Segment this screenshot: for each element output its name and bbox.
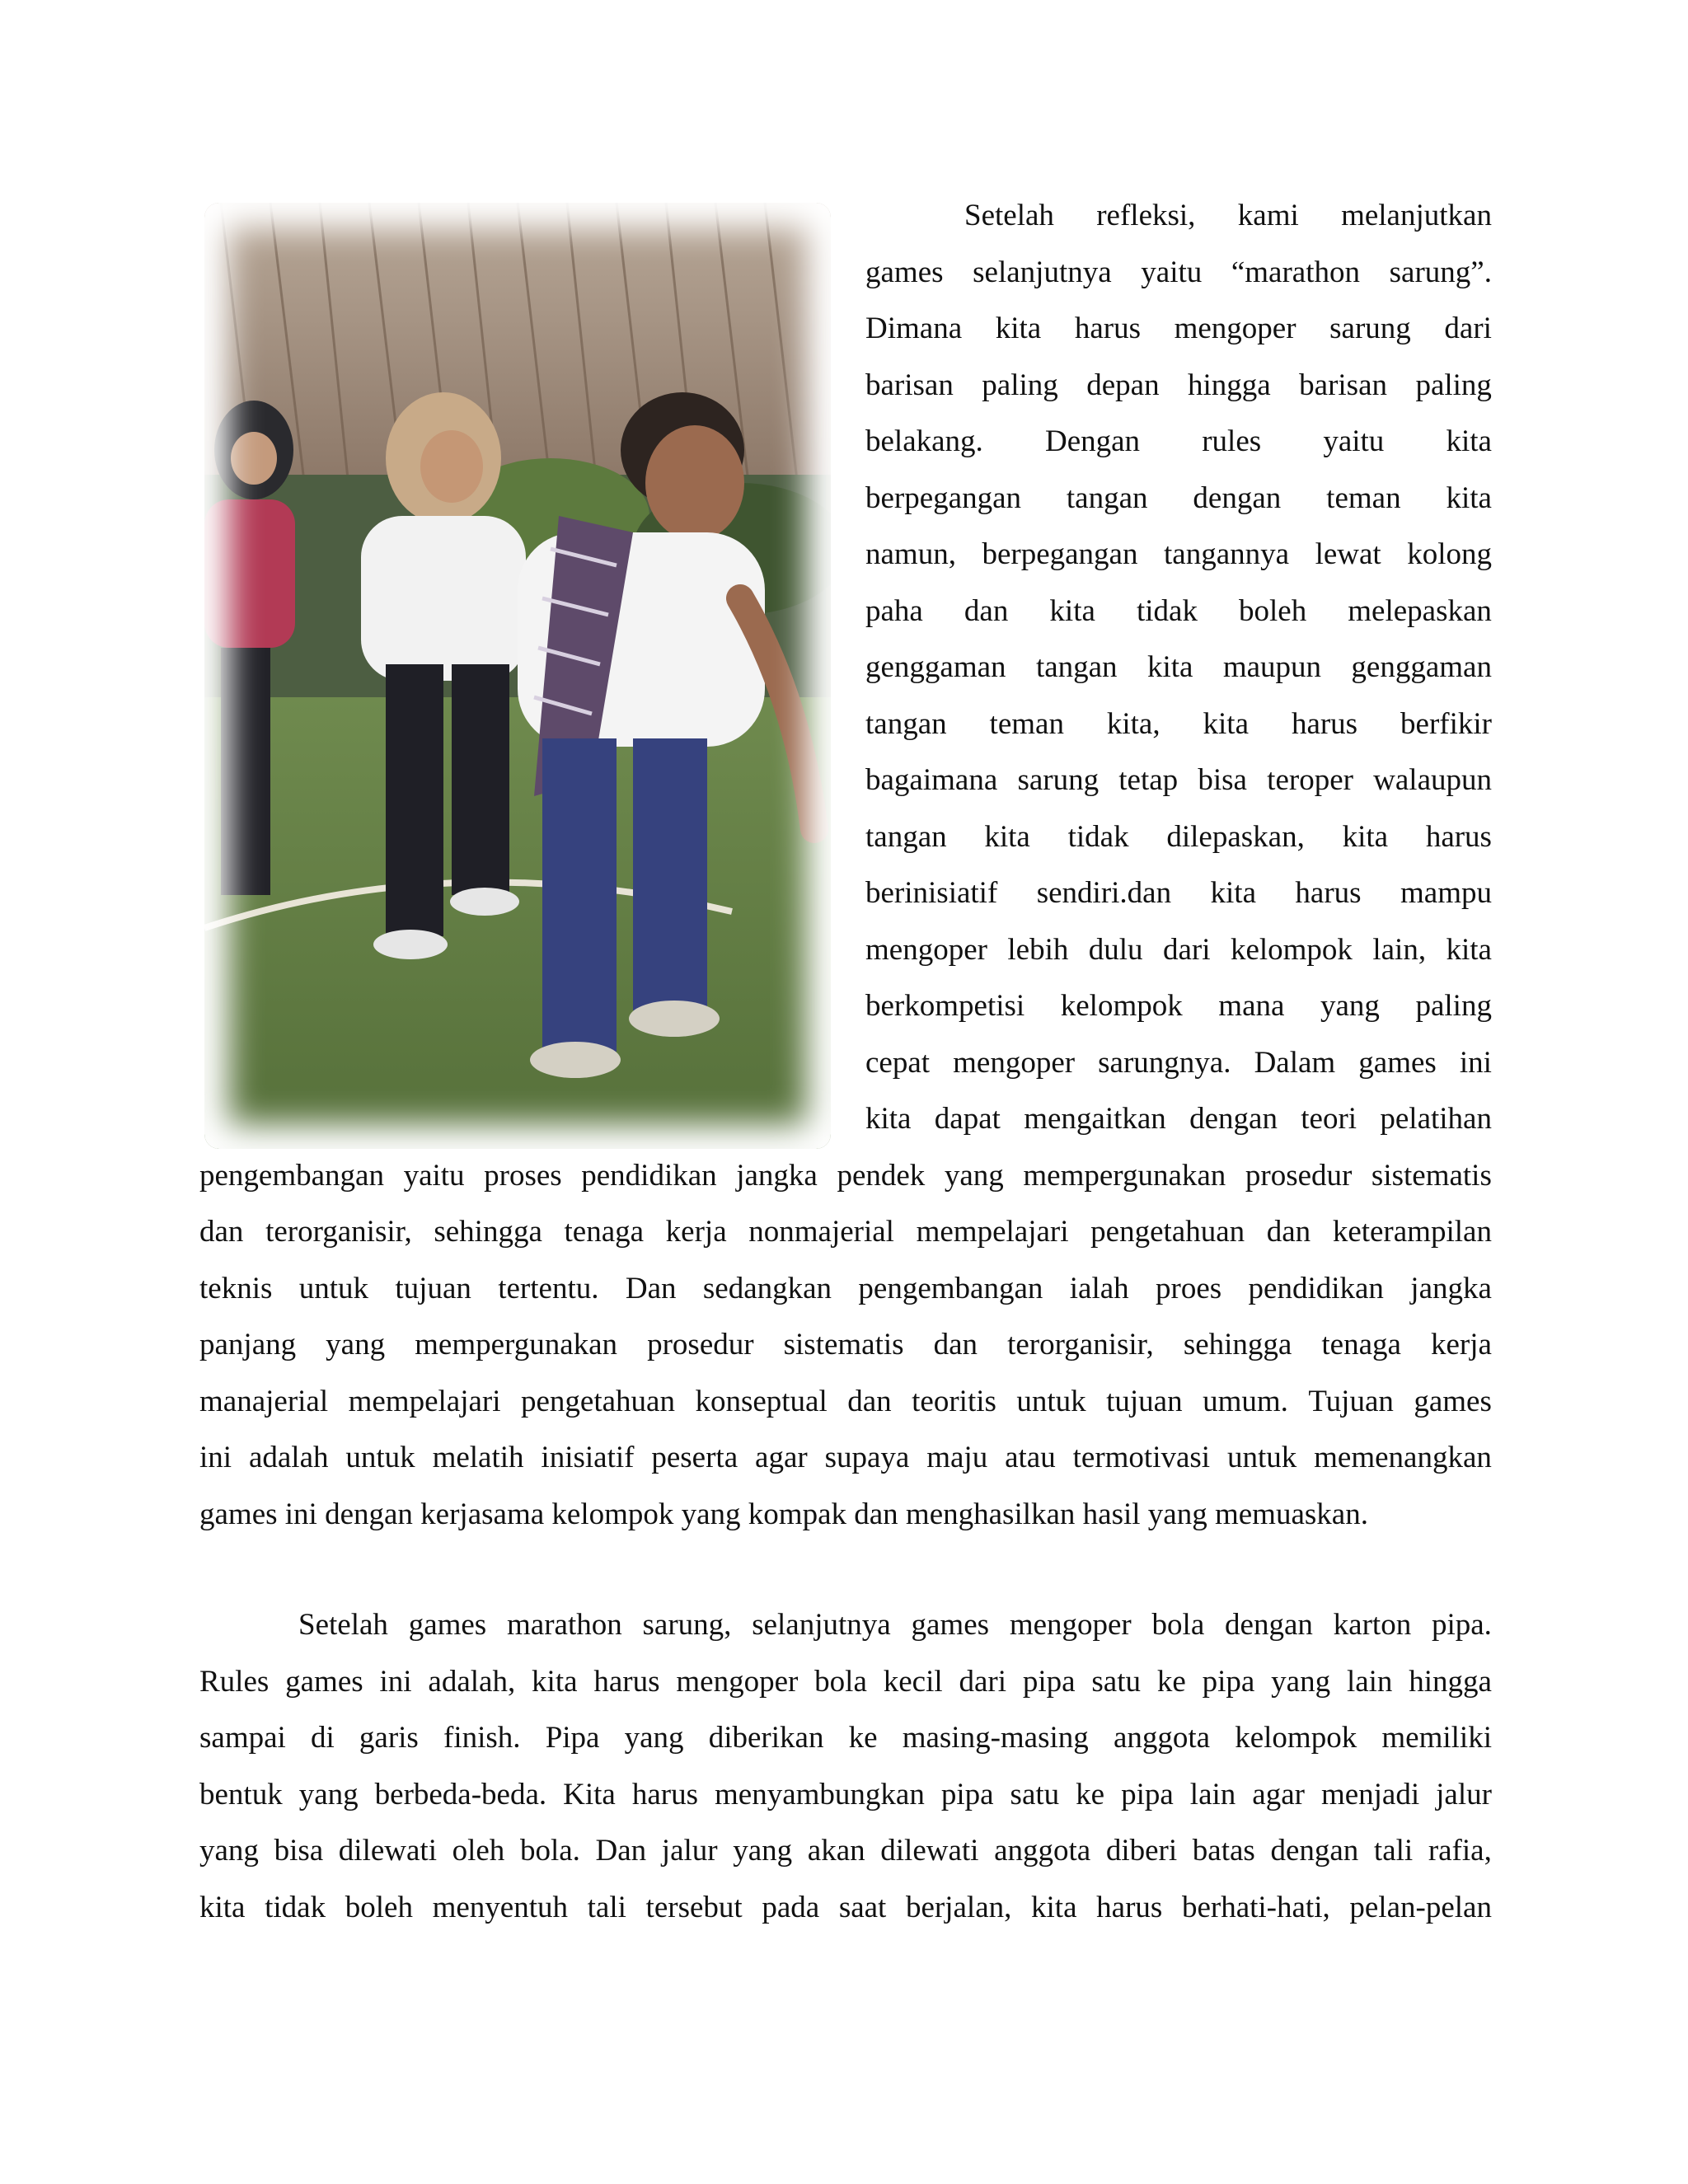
word: manajerial (199, 1385, 329, 1418)
word: genggaman (865, 650, 1006, 684)
word: jalur (661, 1834, 718, 1868)
word: paling (1415, 368, 1492, 402)
word: yang (1320, 989, 1380, 1023)
word: kelompok (1230, 933, 1353, 967)
word: kerja (1430, 1328, 1492, 1361)
word: tersebut (645, 1891, 743, 1924)
word: kita (1203, 707, 1250, 741)
word: Setelah (964, 199, 1054, 232)
word: paling (1415, 989, 1492, 1023)
word: dengan (1225, 1608, 1313, 1642)
word: mampu (1400, 876, 1492, 910)
word: rafia, (1428, 1834, 1492, 1868)
word: ke (848, 1721, 878, 1755)
word: hingga (1409, 1665, 1492, 1699)
word: sistematis (1371, 1159, 1492, 1193)
word: konseptual (695, 1385, 828, 1418)
word: boleh (1239, 594, 1307, 628)
text-line (865, 705, 1492, 744)
word: kita (532, 1665, 578, 1699)
word: satu (1091, 1665, 1141, 1699)
word: oleh (452, 1834, 505, 1868)
word: pada (762, 1891, 820, 1924)
word: marathon (507, 1608, 622, 1642)
text-line (199, 1718, 1492, 1758)
word: lain, (1372, 933, 1427, 967)
text-line (199, 1495, 1492, 1535)
word: sehingga (1183, 1328, 1292, 1361)
word: diberi (1105, 1834, 1178, 1868)
word: tidak (1136, 594, 1198, 628)
word: peserta (651, 1441, 738, 1474)
word: games (408, 1608, 487, 1642)
word: sendiri.dan (1036, 876, 1172, 910)
word: dan (964, 594, 1009, 628)
text-line (199, 1831, 1492, 1871)
word: umum. (1203, 1385, 1288, 1418)
text-line (199, 1156, 1492, 1196)
word: Setelah (298, 1608, 388, 1642)
word: selanjutnya (973, 255, 1112, 289)
word: kecil (883, 1665, 943, 1699)
text-line (865, 1043, 1492, 1083)
text-line (865, 479, 1492, 518)
word: tujuan (395, 1272, 471, 1305)
word: tenaga (564, 1215, 645, 1249)
word: tujuan (1106, 1385, 1183, 1418)
word: atau (1005, 1441, 1056, 1474)
word: selanjutnya (752, 1608, 891, 1642)
word: sehingga (434, 1215, 542, 1249)
word: teman (1326, 481, 1401, 515)
text-line (199, 1775, 1492, 1815)
word: tetap (1118, 763, 1179, 797)
word: bola. (519, 1834, 580, 1868)
word: dengan (1270, 1834, 1359, 1868)
word: anggota (1113, 1721, 1211, 1755)
word: kolong (1407, 537, 1492, 571)
word: ini (1459, 1046, 1492, 1080)
word: tangan (1035, 650, 1118, 684)
word: adalah, (428, 1665, 516, 1699)
word: yaitu (1323, 424, 1385, 458)
text-line (199, 1325, 1492, 1365)
word: Tujuan (1308, 1385, 1394, 1418)
word: hingga (1188, 368, 1271, 402)
word: sarung”. (1389, 255, 1492, 289)
word: mempergunakan (415, 1328, 618, 1361)
word: kita (1446, 933, 1492, 967)
word: mempergunakan (1023, 1159, 1226, 1193)
word: mempelajari (348, 1385, 501, 1418)
word: kita (1049, 594, 1095, 628)
word: untuk (345, 1441, 415, 1474)
word: lewat (1315, 537, 1381, 571)
word: kita (1446, 481, 1492, 515)
text-line (865, 253, 1492, 293)
word: teknis (199, 1272, 273, 1305)
word: menyambungkan (715, 1778, 925, 1811)
text-line (865, 592, 1492, 631)
word: games ini dengan kerjasama kelompok yang kompak dan menghasilkan hasil yang memuaskan. (199, 1497, 1368, 1531)
word: harus (593, 1665, 660, 1699)
word: supaya (824, 1441, 910, 1474)
word: dilewati (338, 1834, 437, 1868)
text-line (865, 648, 1492, 687)
word: lebih (1007, 933, 1069, 967)
word: yang (624, 1721, 684, 1755)
word: berhati-hati, (1181, 1891, 1330, 1924)
word: kita (995, 312, 1042, 345)
word: Kita (563, 1778, 616, 1811)
word: adalah (248, 1441, 329, 1474)
word: kita (1031, 1891, 1077, 1924)
word: pendek (837, 1159, 926, 1193)
word: genggaman (1351, 650, 1492, 684)
word: agar (755, 1441, 808, 1474)
word: dan (933, 1328, 978, 1361)
word: tenaga (1321, 1328, 1401, 1361)
word: pipa (940, 1778, 994, 1811)
word: ini (199, 1441, 232, 1474)
text-line (865, 535, 1492, 574)
word: kelompok (1235, 1721, 1357, 1755)
word: tidak (265, 1891, 326, 1924)
word: tidak (1067, 820, 1129, 854)
word: Pipa (545, 1721, 600, 1755)
word: bola (1151, 1608, 1205, 1642)
word: games (1358, 1046, 1437, 1080)
word: ke (1156, 1665, 1186, 1699)
word: sarung (1329, 312, 1411, 345)
text-line (865, 196, 1492, 236)
word: mengoper (865, 933, 987, 967)
word: yaitu (403, 1159, 465, 1193)
word: kita (1446, 424, 1492, 458)
word: dengan (1189, 1102, 1278, 1136)
word: berinisiatif (865, 876, 998, 910)
word: kerja (665, 1215, 727, 1249)
word: teori (1301, 1102, 1357, 1136)
word: yaitu (1141, 255, 1203, 289)
word: tangan (865, 820, 947, 854)
word: batas (1192, 1834, 1255, 1868)
word: diberikan (708, 1721, 824, 1755)
word: kita (984, 820, 1030, 854)
text-line (199, 1605, 1492, 1645)
text-line (199, 1888, 1492, 1928)
word: untuk (1226, 1441, 1297, 1474)
word: kelompok (1060, 989, 1183, 1023)
word: harus (1074, 312, 1141, 345)
word: bagaimana (865, 763, 998, 797)
word: dari (959, 1665, 1006, 1699)
word: Dengan (1044, 424, 1141, 458)
word: harus (1425, 820, 1492, 854)
word: paling (982, 368, 1058, 402)
word: lain (1346, 1665, 1393, 1699)
word: di (310, 1721, 335, 1755)
word: sarung, (642, 1608, 732, 1642)
word: Dimana (865, 312, 963, 345)
word: dari (1162, 933, 1211, 967)
word: barisan (865, 368, 954, 402)
word: tali (1373, 1834, 1414, 1868)
text-line (199, 1382, 1492, 1422)
word: lain (1189, 1778, 1236, 1811)
word: finish. (443, 1721, 521, 1755)
word: yang (298, 1778, 359, 1811)
word: proses (484, 1159, 562, 1193)
word: yang (326, 1328, 386, 1361)
word: games (1414, 1385, 1492, 1418)
word: teoritis (912, 1385, 996, 1418)
word: dulu (1088, 933, 1143, 967)
word: pipa (1202, 1665, 1255, 1699)
word: pendidikan (581, 1159, 717, 1193)
word: pelatihan (1380, 1102, 1492, 1136)
word: melanjutkan (1341, 199, 1492, 232)
word: dapat (934, 1102, 1001, 1136)
word: berpegangan (982, 537, 1138, 571)
word: kita (1146, 650, 1193, 684)
word: dan (847, 1385, 892, 1418)
word: prosedur (647, 1328, 754, 1361)
word: yang (199, 1834, 259, 1868)
word: ke (1076, 1778, 1105, 1811)
text-line (865, 366, 1492, 405)
word: pendidikan (1248, 1272, 1384, 1305)
word: bentuk (199, 1778, 283, 1811)
word: Dalam (1254, 1046, 1336, 1080)
word: berfikir (1400, 707, 1492, 741)
word: Dan (625, 1272, 677, 1305)
word: tangan (1066, 481, 1148, 515)
text-line (865, 422, 1492, 462)
word: rules (1202, 424, 1262, 458)
text-line (199, 1212, 1492, 1252)
text-line (199, 1438, 1492, 1478)
word: kita (1210, 876, 1256, 910)
text-line (865, 987, 1492, 1026)
word: Dan (595, 1834, 647, 1868)
word: maupun (1222, 650, 1322, 684)
word: dilepaskan, (1166, 820, 1305, 854)
word: mengoper (1174, 312, 1296, 345)
word: barisan (1299, 368, 1388, 402)
word: yang (944, 1159, 1004, 1193)
word: garis (359, 1721, 419, 1755)
text-line (865, 818, 1492, 857)
word: mengoper (676, 1665, 799, 1699)
word: namun, (865, 537, 956, 571)
word: melatih (432, 1441, 524, 1474)
word: dan (1266, 1215, 1311, 1249)
word: sarungnya. (1098, 1046, 1231, 1080)
text-line (865, 309, 1492, 349)
word: kita (199, 1891, 246, 1924)
word: cepat (865, 1046, 931, 1080)
word: games (911, 1608, 990, 1642)
word: karton (1333, 1608, 1412, 1642)
word: termotivasi (1072, 1441, 1211, 1474)
word: harus (1291, 707, 1358, 741)
word: walaupun (1373, 763, 1492, 797)
word: pengembangan (858, 1272, 1043, 1305)
word: anggota (994, 1834, 1091, 1868)
word: memenangkan (1314, 1441, 1492, 1474)
word: ini (379, 1665, 412, 1699)
word: berjalan, (905, 1891, 1012, 1924)
word: maju (926, 1441, 988, 1474)
word: prosedur (1245, 1159, 1353, 1193)
word: terorganisir, (1007, 1328, 1154, 1361)
word: kami (1237, 199, 1299, 232)
word: kita, (1106, 707, 1160, 741)
word: dilewati (880, 1834, 979, 1868)
word: ialah (1069, 1272, 1129, 1305)
word: depan (1086, 368, 1160, 402)
word: pengetahuan (521, 1385, 675, 1418)
word: harus (631, 1778, 699, 1811)
word: pipa (1121, 1778, 1174, 1811)
word: inisiatif (541, 1441, 635, 1474)
word: boleh (345, 1891, 413, 1924)
text-line (865, 874, 1492, 913)
word: berkompetisi (865, 989, 1025, 1023)
word: harus (1295, 876, 1362, 910)
word: tangan (865, 707, 947, 741)
word: pipa. (1431, 1608, 1492, 1642)
word: sarung (1017, 763, 1100, 797)
word: pengetahuan (1090, 1215, 1245, 1249)
word: games (285, 1665, 363, 1699)
word: harus (1096, 1891, 1163, 1924)
word: untuk (298, 1272, 369, 1305)
word: akan (807, 1834, 865, 1868)
word: paha (865, 594, 923, 628)
word: memiliki (1381, 1721, 1492, 1755)
word: dan (199, 1215, 244, 1249)
word: tangannya (1164, 537, 1290, 571)
word: refleksi, (1096, 199, 1196, 232)
word: teman (989, 707, 1064, 741)
word: mengoper (953, 1046, 1076, 1080)
word: bisa (274, 1834, 324, 1868)
word: agar (1252, 1778, 1305, 1811)
text-line (865, 761, 1492, 800)
word: pelan-pelan (1349, 1891, 1492, 1924)
word: menyentuh (432, 1891, 568, 1924)
word: kita (1342, 820, 1389, 854)
word: Rules (199, 1665, 270, 1699)
text-line (199, 1662, 1492, 1702)
text-line (865, 1099, 1492, 1139)
word: dengan (1193, 481, 1282, 515)
word: sampai (199, 1721, 286, 1755)
word: masing-masing (902, 1721, 1089, 1755)
word: mempelajari (916, 1215, 1069, 1249)
word: “marathon (1231, 255, 1361, 289)
word: jalur (1436, 1778, 1492, 1811)
word: bola (814, 1665, 867, 1699)
word: tali (587, 1891, 626, 1924)
word: mengoper (1009, 1608, 1132, 1642)
word: untuk (1016, 1385, 1086, 1418)
word: teroper (1267, 763, 1353, 797)
word: games (865, 255, 944, 289)
word: saat (838, 1891, 887, 1924)
word: berpegangan (865, 481, 1022, 515)
word: sedangkan (702, 1272, 832, 1305)
word: mengaitkan (1024, 1102, 1166, 1136)
word: yang (733, 1834, 793, 1868)
text-line (199, 1269, 1492, 1309)
word: dari (1444, 312, 1492, 345)
word: mana (1218, 989, 1285, 1023)
text-line (865, 930, 1492, 970)
word: satu (1010, 1778, 1060, 1811)
word: proes (1156, 1272, 1222, 1305)
word: kita (865, 1102, 912, 1136)
word: pipa (1022, 1665, 1076, 1699)
word: terorganisir, (265, 1215, 412, 1249)
word: pengembangan (199, 1159, 384, 1193)
word: panjang (199, 1328, 297, 1361)
word: keterampilan (1332, 1215, 1492, 1249)
word: bisa (1198, 763, 1247, 797)
word: yang (1271, 1665, 1331, 1699)
word: jangka (1410, 1272, 1492, 1305)
word: sistematis (783, 1328, 904, 1361)
word: belakang. (865, 424, 983, 458)
word: melepaskan (1348, 594, 1492, 628)
word: jangka (736, 1159, 818, 1193)
word: tertentu. (498, 1272, 599, 1305)
word: nonmajerial (748, 1215, 894, 1249)
word: menjadi (1320, 1778, 1420, 1811)
word: berbeda-beda. (374, 1778, 547, 1811)
